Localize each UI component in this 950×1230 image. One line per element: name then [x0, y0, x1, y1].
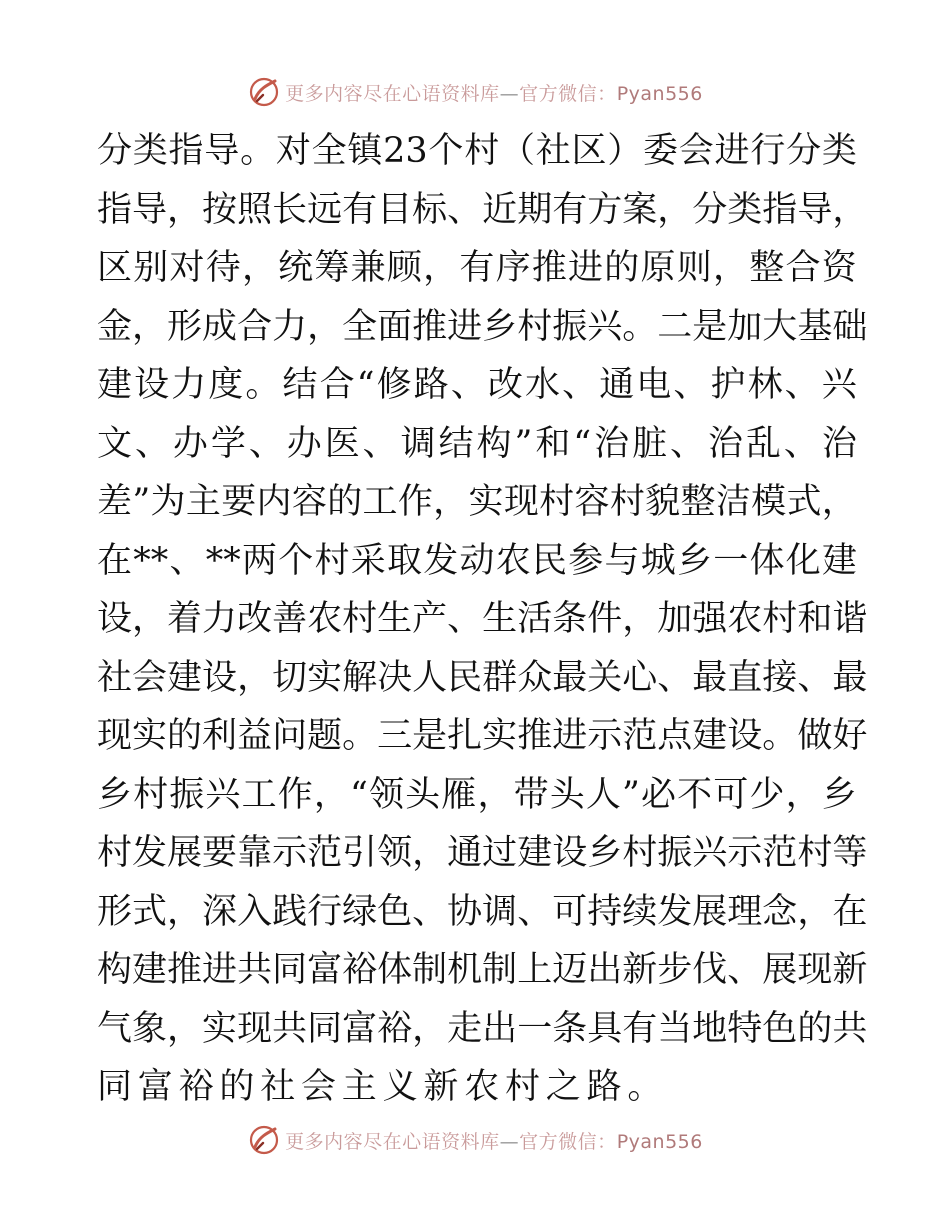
footer-watermark [0, 1120, 950, 1160]
body-line: 设 ， 着 力 改 善 农 村 生 产 、 生 活 条 件 ， 加 强 农 村 和 谐 [97, 599, 868, 639]
watermark-id: Pyan556 [616, 1130, 703, 1153]
body-line: 现 实 的 利 益 问 题 。 三 是 扎 实 推 进 示 范 点 建 设 。 做 好 [97, 716, 868, 756]
brush-logo-icon [247, 75, 281, 109]
body-line: 气 象 ， 实 现 共 同 富 裕 ， 走 出 一 条 具 有 当 地 特 色 的 共 [97, 1008, 868, 1049]
body-line: 建 设 力 度 。 结 合 “ 修 路 、 改 水 、 通 电 、 护 林 、 兴 [97, 365, 857, 405]
body-line: 指 导 ， 按 照 长 远 有 目 标 、 近 期 有 方 案 ， 分 类 指 导 ， [97, 189, 868, 230]
watermark-suffix: 官方微信： [519, 82, 617, 105]
watermark-separator: — [499, 1130, 520, 1153]
watermark-suffix: 官方微信： [519, 1130, 617, 1153]
watermark-text: 更多内容尽在心语资料库 [285, 1130, 500, 1153]
brush-logo-icon [247, 1123, 281, 1157]
watermark-id: Pyan556 [616, 82, 703, 105]
body-line: 分 类 指 导 。 对 全 镇 23 个 村 （ 社 区 ） 委 会 进 行 分 类 [97, 131, 857, 171]
header-watermark [0, 72, 950, 112]
body-line: 同富裕的社会主义新农村之路。 [97, 1067, 669, 1107]
body-line: 在 ** 、 ** 两 个 村 采 取 发 动 农 民 参 与 城 乡 一 体 化 建 [97, 540, 857, 581]
body-line: 差 ” 为 主 要 内 容 的 工 作 ， 实 现 村 容 村 貌 整 洁 模 式 ， [97, 482, 857, 522]
body-line: 形 式 ， 深 入 践 行 绿 色 、 协 调 、 可 持 续 发 展 理 念 ， 在 [97, 891, 868, 932]
body-line: 构 建 推 进 共 同 富 裕 体 制 机 制 上 迈 出 新 步 伐 、 展 现 新 [97, 950, 868, 990]
watermark-text: 更多内容尽在心语资料库 [285, 82, 500, 105]
watermark-separator: — [499, 82, 520, 105]
document-body [97, 122, 868, 1117]
body-line: 区 别 对 待 ， 统 筹 兼 顾 ， 有 序 推 进 的 原 则 ， 整 合 资 [97, 248, 857, 288]
body-line: 社 会 建 设 ， 切 实 解 决 人 民 群 众 最 关 心 、 最 直 接 、 最 [97, 657, 868, 698]
body-line: 村 发 展 要 靠 示 范 引 领 ， 通 过 建 设 乡 村 振 兴 示 范 村 等 [97, 833, 868, 873]
body-line: 金 ， 形 成 合 力 ， 全 面 推 进 乡 村 振 兴 。 二 是 加 大 基 础 [97, 306, 868, 347]
body-line: 文 、 办 学 、 办 医 、 调 结 构 ” 和 “ 治 脏 、 治 乱 、 治 [97, 423, 857, 464]
body-line: 乡 村 振 兴 工 作 ， “ 领 头 雁 ， 带 头 人 ” 必 不 可 少 ， 乡 [97, 774, 857, 815]
